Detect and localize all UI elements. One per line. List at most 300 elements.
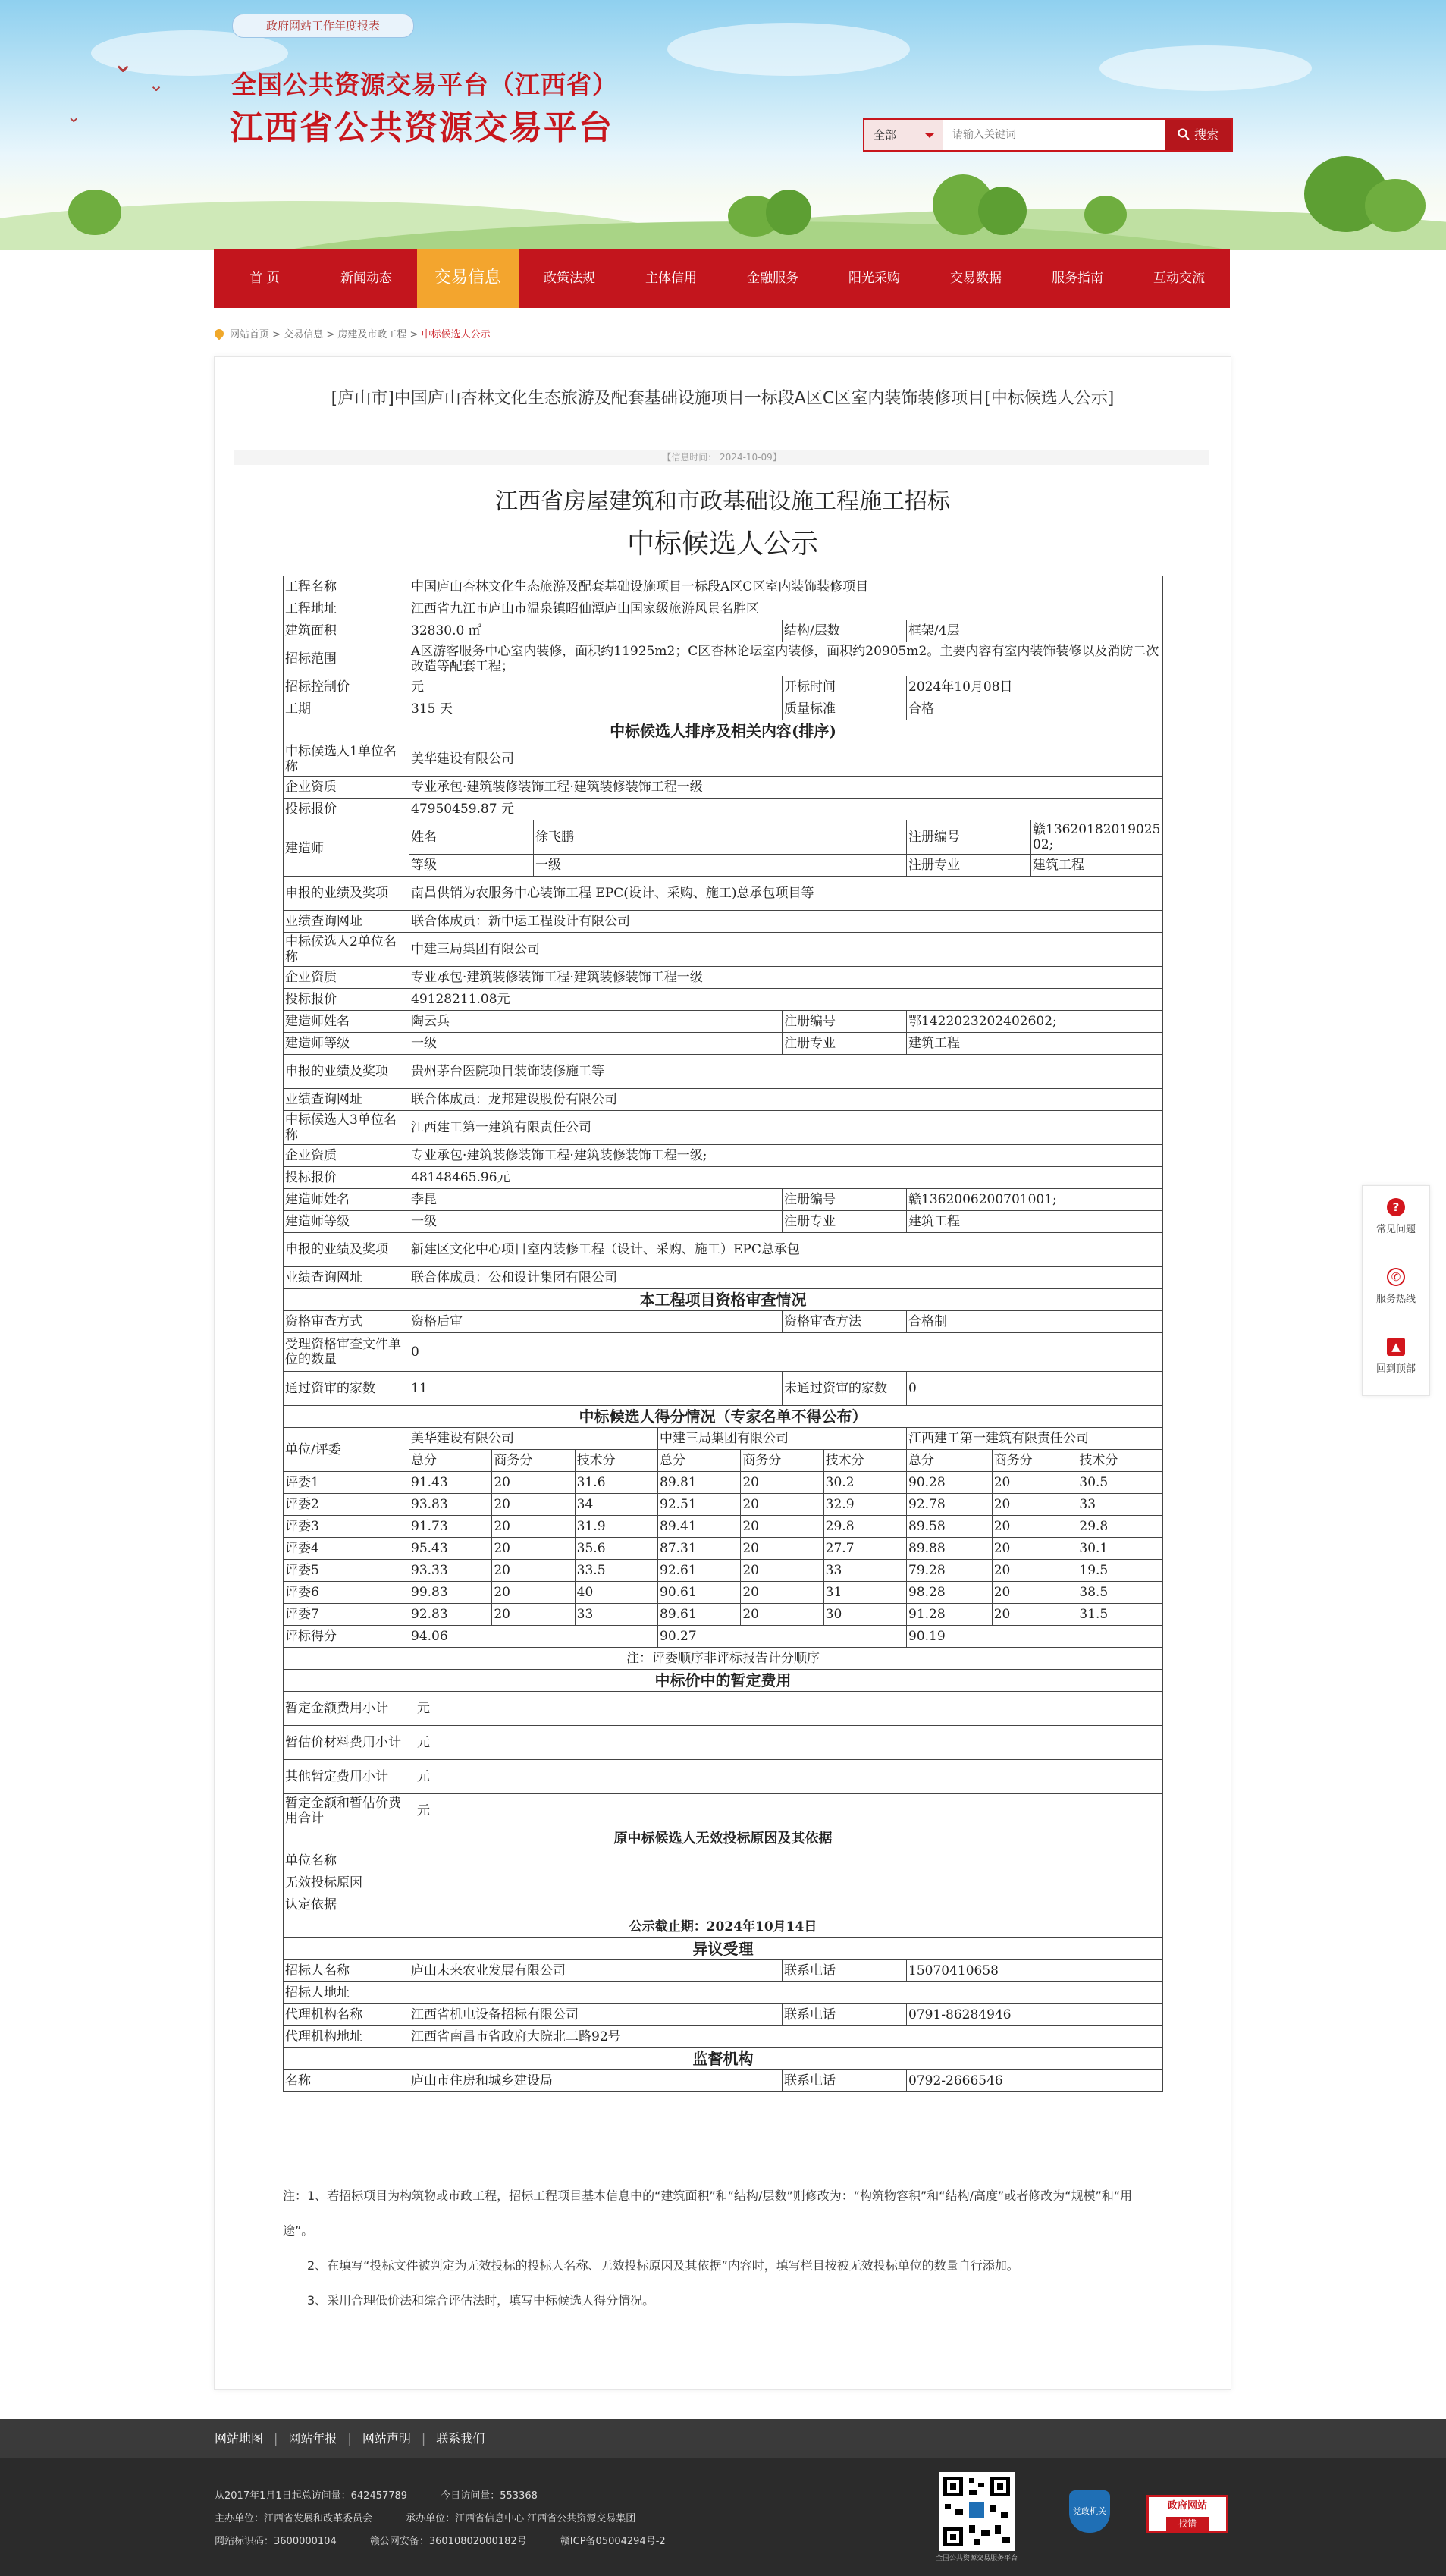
table-row	[284, 1211, 1163, 1233]
score-value: 33	[825, 1563, 842, 1578]
cell-value: 框架/4层	[907, 620, 1163, 642]
badge-title: 政府网站	[1167, 2500, 1207, 2512]
cell-label: 结构/层数	[783, 620, 907, 642]
table-row	[284, 967, 1163, 989]
cell-label: 业绩查询网址	[284, 1089, 409, 1111]
score-value: 89.41	[658, 1516, 741, 1537]
score-group	[658, 1582, 907, 1604]
score-value: 20	[741, 1604, 823, 1625]
score-value: 33	[576, 1607, 594, 1622]
score-value: 27.7	[825, 1541, 855, 1556]
score-group	[907, 1538, 1163, 1560]
score-value: 29.8	[1079, 1519, 1109, 1534]
undertaker-text: 承办单位：江西省信息中心 江西省公共资源交易集团	[406, 2513, 636, 2524]
cell-label: 认定依据	[284, 1894, 409, 1916]
score-col-total: 总分	[907, 1450, 993, 1471]
score-group	[409, 1604, 658, 1626]
score-value: 89.88	[907, 1538, 993, 1559]
table-row	[284, 1267, 1163, 1289]
cell-value: 专业承包·建筑装修装饰工程·建筑装修装饰工程一级	[409, 967, 1163, 989]
table-row	[284, 742, 1163, 777]
score-note: 注：评委顺序非评标报告计分顺序	[284, 1648, 1163, 1670]
cell-label: 其他暂定费用小计	[284, 1760, 409, 1794]
score-col-business: 商务分	[993, 1450, 1078, 1471]
cell-label: 代理机构名称	[284, 2004, 409, 2026]
tree-decoration	[766, 190, 811, 235]
section-title: 中标价中的暂定费用	[284, 1670, 1163, 1692]
cell-value: 中国庐山杏林文化生态旅游及配套基础设施项目一标段A区C区室内装饰装修项目	[409, 576, 1163, 598]
score-value: 20	[993, 1604, 1078, 1625]
search-box	[863, 118, 1233, 152]
cell-value: 元	[409, 1692, 1163, 1726]
question-icon: ?	[1387, 1198, 1405, 1216]
breadcrumb-construction[interactable]: 房建及市政工程	[337, 329, 407, 340]
visits-text: 从2017年1月1日起总访问量：642457789	[215, 2490, 408, 2502]
cell-label: 未通过资审的家数	[783, 1372, 907, 1406]
table-row	[284, 1982, 1163, 2004]
site-id-text: 网站标识码：3600000104	[215, 2536, 337, 2547]
cell-label: 投标报价	[284, 799, 409, 820]
footer-links	[0, 2419, 1446, 2458]
nav-item-trade-info[interactable]: 交易信息	[417, 249, 519, 308]
breadcrumb-trade-info[interactable]: 交易信息	[284, 329, 324, 340]
score-value: 20	[993, 1472, 1078, 1493]
table-row	[284, 933, 1163, 967]
cell-label: 质量标准	[783, 698, 907, 720]
search-category-value: 全部	[874, 128, 897, 142]
score-value: 32.9	[825, 1497, 855, 1512]
cell-value: 一级	[409, 1211, 783, 1233]
table-row	[284, 1726, 1163, 1760]
table-row	[284, 642, 1163, 676]
table-row	[284, 2026, 1163, 2048]
back-to-top-label: 回到顶部	[1375, 1363, 1416, 1375]
cell-label: 资格审查方式	[284, 1311, 409, 1333]
table-row	[284, 989, 1163, 1011]
nav-item-credit[interactable]: 主体信用	[645, 271, 697, 286]
score-group	[409, 1560, 658, 1582]
score-value: 31	[825, 1585, 842, 1600]
score-row	[284, 1560, 1163, 1582]
float-panel	[1362, 1185, 1430, 1396]
cell-value: 江西建工第一建筑有限责任公司	[409, 1111, 1163, 1145]
footer-visits	[215, 2487, 568, 2502]
score-value: 20	[492, 1516, 575, 1537]
score-value: 31.9	[576, 1519, 606, 1534]
score-value: 90.61	[658, 1582, 741, 1603]
separator: |	[347, 2431, 352, 2446]
cell-value: 徐飞鹏	[534, 820, 907, 855]
cell-value: 315 天	[409, 698, 783, 720]
cell-label: 业绩查询网址	[284, 1267, 409, 1289]
cell-value: 江西省机电设备招标有限公司	[409, 2004, 783, 2026]
bird-icon: ⌄	[67, 108, 81, 127]
cell-label: 申报的业绩及奖项	[284, 877, 409, 911]
judge-label: 评委7	[284, 1604, 409, 1626]
qr-code-icon	[939, 2472, 1015, 2551]
cell-label: 中标候选人3单位名称	[284, 1111, 409, 1145]
score-company: 中建三局集团有限公司	[658, 1428, 907, 1450]
cell-value	[409, 1850, 1163, 1872]
doc-subheading: 中标候选人公示	[626, 529, 818, 560]
table-row	[284, 1311, 1163, 1333]
score-value: 92.51	[658, 1494, 741, 1515]
cell-value: 0791-86284946	[907, 2004, 1163, 2026]
cell-label: 投标报价	[284, 989, 409, 1011]
score-row	[284, 1538, 1163, 1560]
score-subheader	[409, 1450, 658, 1472]
table-row	[284, 576, 1163, 598]
judge-label: 评委4	[284, 1538, 409, 1560]
cell-label: 姓名	[409, 820, 534, 855]
cell-label: 工程名称	[284, 576, 409, 598]
cell-label: 等级	[409, 855, 534, 877]
cell-label: 注册专业	[783, 1211, 907, 1233]
score-value: 33	[1079, 1497, 1096, 1512]
icp-text[interactable]: 赣ICP备05004294号-2	[560, 2536, 666, 2547]
cell-value: 赣1362006200701001;	[907, 1189, 1163, 1211]
cell-value: 陶云兵	[409, 1011, 783, 1033]
score-value: 19.5	[1079, 1563, 1109, 1578]
table-row	[284, 1428, 1163, 1450]
score-value: 20	[993, 1582, 1078, 1603]
cell-label: 暂定金额和暂估价费用合计	[284, 1794, 409, 1828]
cell-value: 0	[409, 1333, 1163, 1372]
table-row	[284, 1760, 1163, 1794]
table-row	[284, 799, 1163, 820]
score-value: 30	[825, 1607, 842, 1622]
table-row	[284, 1794, 1163, 1828]
score-value: 31.5	[1079, 1607, 1109, 1622]
table-row	[284, 1450, 1163, 1472]
cell-value: 庐山市住房和城乡建设局	[409, 2070, 783, 2092]
breadcrumb-current: 中标候选人公示	[421, 329, 491, 340]
site-header	[0, 0, 1446, 250]
score-value: 20	[492, 1494, 575, 1515]
cell-value: 11	[409, 1372, 783, 1406]
cell-value: 南昌供销为农服务中心装饰工程 EPC(设计、采购、施工)总承包项目等	[409, 877, 1163, 911]
cell-label: 申报的业绩及奖项	[284, 1233, 409, 1267]
cell-label: 企业资质	[284, 1145, 409, 1167]
nav-item-news[interactable]: 新闻动态	[340, 271, 392, 286]
nav-item-finance[interactable]: 金融服务	[747, 271, 798, 286]
cell-value: 联合体成员：新中运工程设计有限公司	[409, 911, 1163, 933]
score-value: 35.6	[576, 1541, 606, 1556]
section-title: 本工程项目资格审查情况	[284, 1289, 1163, 1311]
cell-label: 企业资质	[284, 777, 409, 799]
doc-heading: 江西省房屋建筑和市政基础设施工程施工招标	[495, 488, 950, 515]
cell-value: 元	[409, 1760, 1163, 1794]
score-group	[658, 1516, 907, 1538]
cell-value: 15070410658	[907, 1960, 1163, 1982]
score-value: 20	[492, 1604, 575, 1625]
score-value: 31.6	[576, 1475, 606, 1490]
cell-label: 申报的业绩及奖项	[284, 1055, 409, 1089]
table-row	[284, 1960, 1163, 1982]
nav-item-policy[interactable]: 政策法规	[544, 271, 595, 286]
footer-link-contact[interactable]: 联系我们	[436, 2431, 485, 2446]
score-rows	[284, 1472, 1163, 1626]
cell-value	[409, 1982, 1163, 2004]
cell-label: 建造师姓名	[284, 1011, 409, 1033]
cell-label: 单位/评委	[284, 1428, 409, 1472]
cell-label: 名称	[284, 2070, 409, 2092]
section-title: 中标候选人得分情况（专家名单不得公布）	[284, 1406, 1163, 1428]
cell-label: 暂定金额费用小计	[284, 1692, 409, 1726]
site-logo-title[interactable]: 江西省公共资源交易平台	[230, 108, 613, 147]
score-value: 93.83	[409, 1494, 492, 1515]
judge-label: 评委5	[284, 1560, 409, 1582]
chevron-down-icon	[924, 133, 935, 138]
score-row	[284, 1516, 1163, 1538]
score-group	[409, 1494, 658, 1516]
table-row	[284, 1145, 1163, 1167]
cell-value: 贵州茅台医院项目装饰装修施工等	[409, 1055, 1163, 1089]
page-title: [庐山市]中国庐山杏林文化生态旅游及配套基础设施项目一标段A区C区室内装饰装修项目[中标候选人公示]	[331, 389, 1115, 408]
back-to-top-button[interactable]	[1363, 1326, 1429, 1394]
cell-value: 2024年10月08日	[907, 676, 1163, 698]
score-value: 29.8	[825, 1519, 855, 1534]
score-group	[658, 1472, 907, 1494]
score-value: 20	[993, 1494, 1078, 1515]
search-input[interactable]	[946, 120, 1136, 150]
qr-code-label: 全国公共资源交易服务平台	[935, 2555, 1018, 2562]
cell-value: 专业承包·建筑装修装饰工程·建筑装修装饰工程一级	[409, 777, 1163, 799]
cell-label: 评标得分	[284, 1626, 409, 1648]
score-col-business: 商务分	[492, 1450, 575, 1471]
section-row	[284, 720, 1163, 742]
score-value: 20	[492, 1472, 575, 1493]
score-value: 20	[492, 1582, 575, 1603]
section-row	[284, 1670, 1163, 1692]
search-category-select[interactable]	[864, 120, 943, 150]
score-value: 40	[576, 1585, 594, 1600]
party-gov-badge[interactable]: 党政机关	[1069, 2490, 1110, 2533]
cell-value: 江西省南昌市省政府大院北二路92号	[409, 2026, 1163, 2048]
cell-label: 无效投标原因	[284, 1872, 409, 1894]
score-value: 20	[492, 1560, 575, 1581]
cloud-decoration	[1099, 45, 1312, 91]
nav-item-guide[interactable]: 服务指南	[1052, 271, 1103, 286]
score-group	[658, 1604, 907, 1626]
table-row	[284, 1894, 1163, 1916]
nav-item-home[interactable]: 首 页	[249, 271, 280, 286]
cell-label: 招标人名称	[284, 1960, 409, 1982]
footer-link-annual-report[interactable]: 网站年报	[288, 2431, 337, 2446]
score-value: 99.83	[409, 1582, 492, 1603]
score-group	[907, 1582, 1163, 1604]
annual-report-link[interactable]: 政府网站工作年度报表	[232, 14, 414, 38]
judge-label: 评委1	[284, 1472, 409, 1494]
search-button[interactable]	[1165, 120, 1231, 150]
cell-value: 元	[409, 1726, 1163, 1760]
tree-decoration	[978, 187, 1027, 235]
score-group	[409, 1472, 658, 1494]
notes	[283, 2179, 1162, 2318]
article-card	[214, 356, 1231, 2390]
cloud-decoration	[667, 23, 910, 76]
score-group	[409, 1582, 658, 1604]
badge-action: 找错	[1166, 2517, 1209, 2531]
table-row	[284, 698, 1163, 720]
cell-label: 建造师	[284, 820, 409, 877]
cell-value: 江西省九江市庐山市温泉镇昭仙潭庐山国家级旅游风景名胜区	[409, 598, 1163, 620]
score-value: 93.33	[409, 1560, 492, 1581]
score-col-tech: 技术分	[1079, 1453, 1118, 1468]
cell-label: 中标候选人2单位名称	[284, 933, 409, 967]
cell-label: 企业资质	[284, 967, 409, 989]
cell-value: 一级	[409, 1033, 783, 1055]
cell-value: 鄂1422023202402602;	[907, 1011, 1163, 1033]
cell-value: 元	[409, 676, 783, 698]
police-record-text[interactable]: 赣公网安备：36010802000182号	[369, 2536, 527, 2547]
score-col-total: 总分	[409, 1450, 492, 1471]
cell-value	[409, 1872, 1163, 1894]
cell-value: 联合体成员：公和设计集团有限公司	[409, 1267, 1163, 1289]
section-row	[284, 1938, 1163, 1960]
info-time: 【信息时间： 2024-10-09】	[234, 450, 1209, 465]
score-col-tech: 技术分	[825, 1453, 864, 1468]
score-subheader	[907, 1450, 1163, 1472]
cell-value: 32830.0 ㎡	[409, 620, 783, 642]
score-value: 79.28	[907, 1560, 993, 1581]
cell-label: 代理机构地址	[284, 2026, 409, 2048]
judge-label: 评委2	[284, 1494, 409, 1516]
note-item: 2、在填写“投标文件被判定为无效投标的投标人名称、无效投标原因及其依据”内容时，填写栏目按被无效投标单位的数量自行添加。	[307, 2258, 1019, 2273]
section-row	[284, 1828, 1163, 1850]
cell-value: 0	[907, 1372, 1163, 1406]
cell-label: 开标时间	[783, 676, 907, 698]
bird-icon: ⌄	[149, 74, 165, 96]
separator: |	[274, 2431, 278, 2446]
table-row	[284, 620, 1163, 642]
score-group	[907, 1604, 1163, 1626]
cell-label: 工程地址	[284, 598, 409, 620]
score-value: 20	[492, 1538, 575, 1559]
tree-decoration	[68, 190, 121, 235]
location-pin-icon	[213, 328, 226, 340]
breadcrumb-home[interactable]: 网站首页	[230, 329, 270, 340]
score-value: 20	[741, 1582, 823, 1603]
cell-label: 招标人地址	[284, 1982, 409, 2004]
table-row	[284, 911, 1163, 933]
section-title: 异议受理	[284, 1938, 1163, 1960]
cell-label: 通过资审的家数	[284, 1372, 409, 1406]
section-row	[284, 1289, 1163, 1311]
nav-item-procurement[interactable]: 阳光采购	[848, 271, 900, 286]
score-value: 89.58	[907, 1516, 993, 1537]
final-score: 90.27	[658, 1626, 907, 1648]
cell-value: 美华建设有限公司	[409, 742, 1163, 777]
table-row	[284, 1648, 1163, 1670]
score-group	[409, 1538, 658, 1560]
score-subheader	[658, 1450, 907, 1472]
cell-value: 赣1362018201902502;	[1031, 820, 1163, 855]
footer-links-list	[215, 2419, 485, 2458]
cell-label: 业绩查询网址	[284, 911, 409, 933]
score-company: 美华建设有限公司	[409, 1428, 658, 1450]
phone-icon: ✆	[1387, 1268, 1405, 1286]
nav-item-interaction[interactable]: 互动交流	[1153, 271, 1205, 286]
section-title: 原中标候选人无效投标原因及其依据	[284, 1828, 1163, 1850]
tree-decoration	[1084, 196, 1127, 234]
score-row	[284, 1604, 1163, 1626]
score-row	[284, 1494, 1163, 1516]
cell-label: 中标候选人1单位名称	[284, 742, 409, 777]
separator: |	[421, 2431, 426, 2446]
score-value: 30.2	[825, 1475, 855, 1490]
note-item: 3、采用合理低价法和综合评估法时，填写中标候选人得分情况。	[307, 2293, 655, 2308]
table-row	[284, 1089, 1163, 1111]
score-value: 38.5	[1079, 1585, 1109, 1600]
score-value: 20	[993, 1560, 1078, 1581]
cell-value: 0792-2666546	[907, 2070, 1163, 2092]
score-group	[907, 1472, 1163, 1494]
cell-label: 注册专业	[783, 1033, 907, 1055]
gov-site-error-badge[interactable]	[1146, 2495, 1228, 2533]
cell-label: 注册编号	[783, 1011, 907, 1033]
table-row	[284, 1233, 1163, 1267]
score-value: 30.1	[1079, 1541, 1109, 1556]
table-row	[284, 1916, 1163, 1938]
table-row	[284, 820, 1163, 855]
cell-value: A区游客服务中心室内装修，面积约11925m2；C区杏林论坛室内装修，面积约20905m2。主要内容有室内装饰装修以及消防二次改造等配套工程；	[409, 642, 1163, 676]
score-value: 20	[741, 1472, 823, 1493]
table-row	[284, 1372, 1163, 1406]
site-logo-subtitle[interactable]: 全国公共资源交易平台（江西省）	[231, 70, 618, 99]
score-col-tech: 技术分	[576, 1453, 616, 1468]
footer-link-sitemap[interactable]: 网站地图	[215, 2431, 264, 2446]
footer-info	[0, 2458, 1446, 2576]
score-value: 92.83	[409, 1604, 492, 1625]
hotline-button[interactable]	[1363, 1256, 1429, 1324]
score-value: 92.78	[907, 1494, 993, 1515]
publicity-deadline: 公示截止期：2024年10月14日	[284, 1916, 1163, 1938]
section-row	[284, 1406, 1163, 1428]
cell-label: 投标报价	[284, 1167, 409, 1189]
host-text: 主办单位：江西省发展和改革委员会	[215, 2513, 373, 2524]
table-row	[284, 1626, 1163, 1648]
score-value: 89.81	[658, 1472, 741, 1493]
table-row	[284, 1111, 1163, 1145]
faq-label: 常见问题	[1375, 1224, 1416, 1235]
faq-button[interactable]	[1363, 1186, 1429, 1254]
score-group	[658, 1494, 907, 1516]
cell-value: 一级	[534, 855, 907, 877]
nav-item-trade-data[interactable]: 交易数据	[950, 271, 1002, 286]
score-value: 91.73	[409, 1516, 492, 1537]
cell-value	[409, 1894, 1163, 1916]
table-row	[284, 1011, 1163, 1033]
table-row	[284, 877, 1163, 911]
score-company: 江西建工第一建筑有限责任公司	[907, 1428, 1163, 1450]
cell-value: 元	[409, 1794, 1163, 1828]
cell-label: 受理资格审查文件单位的数量	[284, 1333, 409, 1372]
score-value: 30.5	[1079, 1475, 1109, 1490]
footer-link-statement[interactable]: 网站声明	[362, 2431, 411, 2446]
section-title: 中标候选人排序及相关内容(排序)	[284, 720, 1163, 742]
table-row	[284, 777, 1163, 799]
note-item: 注：1、若招标项目为构筑物或市政工程，招标工程项目基本信息中的“建筑面积”和“结构/层数”则修改为：“构筑物容积”和“结构/高度”或者修改为“规模”和“用途”。	[283, 2189, 1133, 2238]
cell-label: 注册编号	[783, 1189, 907, 1211]
cell-label: 工期	[284, 698, 409, 720]
cell-value: 建筑工程	[907, 1211, 1163, 1233]
cell-value: 建筑工程	[907, 1033, 1163, 1055]
today-visits-text: 今日访问量：553368	[441, 2490, 538, 2502]
score-value: 20	[741, 1494, 823, 1515]
section-row	[284, 2048, 1163, 2070]
cell-label: 注册专业	[907, 855, 1031, 877]
